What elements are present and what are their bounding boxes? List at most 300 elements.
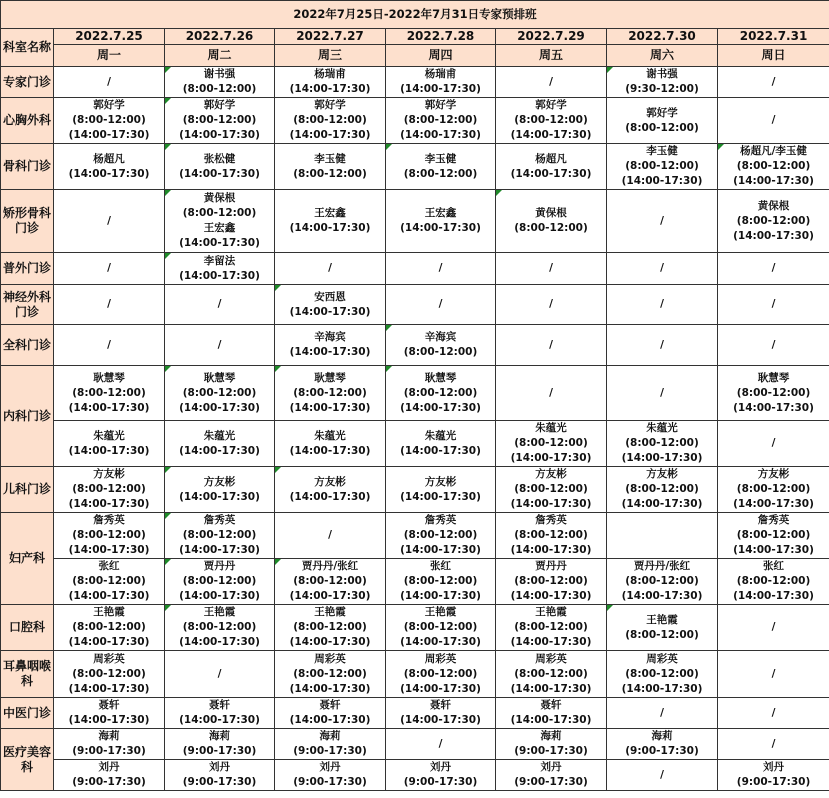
schedule-cell [718, 190, 829, 253]
schedule-line: / [771, 298, 776, 310]
schedule-line: (14:00-17:30) [289, 401, 371, 414]
schedule-cell [607, 698, 718, 729]
schedule-line: (8:00-12:00) [403, 621, 478, 633]
schedule-line: (8:00-12:00) [514, 437, 588, 449]
schedule-cell [386, 467, 496, 513]
schedule-cell [718, 144, 829, 190]
schedule-line: (14:00-17:30) [400, 544, 481, 556]
schedule-cell [496, 559, 607, 605]
schedule-line: 王宏鑫 [424, 207, 457, 219]
schedule-line: 王宏鑫 [203, 222, 236, 234]
schedule-line: 杨瑞甫 [424, 68, 457, 80]
schedule-line: (14:00-17:30) [68, 590, 150, 602]
department-name: 全科门诊 [1, 325, 54, 366]
schedule-line: 周彩英 [424, 652, 457, 665]
schedule-cell [386, 67, 496, 98]
department-name: 医疗美容科 [1, 729, 54, 791]
schedule-line: (8:00-12:00) [293, 114, 367, 126]
schedule-line: 詹秀英 [203, 514, 236, 526]
schedule-line: 詹秀英 [424, 514, 457, 526]
schedule-line: (14:00-17:30) [400, 83, 481, 95]
schedule-line: (14:00-17:30) [179, 269, 260, 282]
department-name: 专家门诊 [1, 67, 54, 98]
schedule-cell [496, 190, 607, 253]
schedule-line: 耿慧琴 [314, 371, 346, 384]
schedule-line: 方友彬 [424, 475, 457, 488]
schedule-cell [496, 513, 607, 559]
schedule-line: 张红 [430, 560, 451, 572]
schedule-line: 周彩英 [93, 652, 125, 665]
schedule-line: / [549, 298, 553, 310]
schedule-line: (8:00-12:00) [182, 529, 257, 541]
schedule-line: (14:00-17:30) [400, 714, 481, 726]
schedule-cell [275, 698, 386, 729]
schedule-cell [607, 67, 718, 98]
schedule-line: 郭好学 [535, 99, 567, 111]
schedule-cell [165, 513, 275, 559]
schedule-row [1, 144, 829, 190]
schedule-line: (8:00-12:00) [72, 483, 146, 495]
schedule-line: 贾丹丹/张红 [301, 560, 359, 572]
schedule-line: 张松健 [203, 152, 236, 165]
schedule-line: (8:00-12:00) [182, 83, 257, 95]
schedule-cell [275, 366, 386, 421]
schedule-cell [275, 98, 386, 144]
schedule-cell [496, 467, 607, 513]
schedule-line: (14:00-17:30) [179, 129, 260, 141]
dept-header: 科室名称 [1, 29, 54, 67]
schedule-line: 朱蕴光 [646, 422, 678, 434]
schedule-line: / [217, 667, 222, 680]
schedule-line: 贾丹丹 [535, 560, 567, 572]
schedule-line: (14:00-17:30) [733, 544, 814, 556]
schedule-line: (8:00-12:00) [293, 167, 367, 180]
schedule-line: (14:00-17:30) [733, 175, 814, 187]
weekday-header: 周五 [496, 45, 607, 67]
schedule-line: 方友彬 [203, 475, 236, 488]
schedule-cell [275, 325, 386, 366]
weekday-header: 周三 [275, 45, 386, 67]
schedule-cell [386, 760, 496, 791]
schedule-cell [165, 421, 275, 467]
schedule-line: 谢书强 [203, 68, 236, 80]
schedule-line: 刘丹 [763, 761, 785, 773]
schedule-line: 海莉 [540, 730, 562, 742]
schedule-line: (14:00-17:30) [400, 636, 481, 648]
schedule-cell [718, 729, 829, 760]
schedule-line: (14:00-17:30) [179, 237, 260, 249]
schedule-cell [718, 366, 829, 421]
schedule-line: 聂轩 [98, 699, 120, 711]
schedule-line: (14:00-17:30) [179, 167, 260, 180]
schedule-cell [496, 366, 607, 421]
schedule-cell [496, 285, 607, 325]
schedule-line: 辛海宾 [424, 331, 457, 343]
schedule-cell [718, 651, 829, 698]
date-header: 2022.7.30 [607, 29, 718, 45]
schedule-line: / [660, 214, 664, 227]
schedule-cell [496, 325, 607, 366]
schedule-line: (8:00-12:00) [72, 667, 146, 680]
schedule-line: (14:00-17:30) [510, 167, 592, 180]
schedule-row [1, 285, 829, 325]
schedule-line: (14:00-17:30) [621, 175, 703, 187]
schedule-line: (14:00-17:30) [68, 444, 150, 457]
schedule-cell [496, 729, 607, 760]
schedule-line: (8:00-12:00) [182, 114, 257, 126]
date-header: 2022.7.26 [165, 29, 275, 45]
schedule-cell [54, 190, 165, 253]
schedule-cell [718, 67, 829, 98]
schedule-cell [496, 144, 607, 190]
schedule-cell [386, 421, 496, 467]
schedule-cell [275, 729, 386, 760]
schedule-line: / [549, 338, 553, 351]
date-row [1, 29, 829, 45]
schedule-line: (14:00-17:30) [400, 401, 481, 414]
schedule-line: (14:00-17:30) [289, 305, 371, 318]
schedule-line: 聂轩 [540, 699, 562, 711]
schedule-line: 方友彬 [535, 468, 567, 480]
schedule-line: (9:00-17:30) [182, 745, 257, 757]
schedule-line: (8:00-12:00) [736, 575, 811, 587]
schedule-line: / [771, 437, 776, 449]
schedule-line: (14:00-17:30) [289, 490, 371, 503]
schedule-line: (8:00-12:00) [736, 214, 811, 227]
schedule-line: (8:00-12:00) [293, 621, 367, 633]
schedule-line: (14:00-17:30) [68, 636, 150, 648]
schedule-line: 杨超凡 [93, 152, 125, 165]
schedule-line: (14:00-17:30) [510, 682, 592, 695]
schedule-cell [496, 651, 607, 698]
schedule-line: (8:00-12:00) [403, 114, 478, 126]
schedule-line: (14:00-17:30) [733, 401, 814, 414]
schedule-line: 张红 [763, 560, 785, 572]
schedule-line: / [107, 214, 111, 227]
schedule-line: 王宏鑫 [314, 207, 346, 219]
schedule-line: 周彩英 [535, 652, 567, 665]
schedule-line: (14:00-17:30) [289, 444, 371, 457]
schedule-line: 王艳霞 [535, 606, 567, 618]
schedule-line: (14:00-17:30) [179, 590, 260, 602]
schedule-line: (14:00-17:30) [510, 129, 592, 141]
schedule-line: (14:00-17:30) [400, 590, 481, 602]
schedule-line: (14:00-17:30) [400, 129, 481, 141]
schedule-cell [275, 513, 386, 559]
schedule-line: 耿慧琴 [203, 371, 236, 384]
schedule-line: 李玉健 [314, 152, 346, 165]
schedule-line: 朱蕴光 [535, 422, 567, 434]
schedule-cell [607, 467, 718, 513]
schedule-line: 海莉 [209, 730, 230, 742]
schedule-body [1, 1, 829, 791]
schedule-cell [386, 325, 496, 366]
schedule-line: 朱蕴光 [93, 429, 125, 442]
schedule-cell [607, 144, 718, 190]
schedule-line: 郭好学 [424, 99, 457, 111]
schedule-line: (8:00-12:00) [403, 575, 478, 587]
schedule-line: (14:00-17:30) [289, 83, 371, 95]
weekday-header: 周六 [607, 45, 718, 67]
schedule-cell [496, 605, 607, 651]
schedule-line: / [438, 298, 443, 310]
schedule-line: / [771, 114, 776, 126]
schedule-line: 黄保根 [535, 207, 567, 219]
schedule-line: (14:00-17:30) [400, 682, 481, 695]
schedule-line: (14:00-17:30) [68, 714, 150, 726]
schedule-line: 刘丹 [319, 761, 341, 773]
schedule-line: (8:00-12:00) [182, 575, 257, 587]
schedule-line: (9:00-17:30) [514, 745, 588, 757]
schedule-line: (8:00-12:00) [514, 575, 588, 587]
schedule-line: 李留法 [203, 254, 236, 267]
schedule-cell [607, 605, 718, 651]
schedule-cell [386, 190, 496, 253]
schedule-line: (14:00-17:30) [289, 129, 371, 141]
schedule-cell [165, 253, 275, 285]
schedule-line: (8:00-12:00) [72, 114, 146, 126]
schedule-line: (8:00-12:00) [182, 621, 257, 633]
schedule-line: (14:00-17:30) [179, 490, 260, 503]
schedule-line: (8:00-12:00) [182, 386, 257, 399]
schedule-row [1, 190, 829, 253]
schedule-cell [718, 760, 829, 791]
schedule-line: (14:00-17:30) [68, 544, 150, 556]
schedule-line: (14:00-17:30) [733, 590, 814, 602]
schedule-line: (14:00-17:30) [621, 590, 703, 602]
schedule-cell [54, 285, 165, 325]
schedule-line: 郭好学 [203, 99, 236, 111]
schedule-cell [496, 421, 607, 467]
schedule-line: (9:00-17:30) [293, 776, 367, 788]
schedule-line: (8:00-12:00) [514, 529, 588, 541]
schedule-cell [165, 98, 275, 144]
schedule-line: (14:00-17:30) [400, 222, 481, 234]
schedule-cell [607, 559, 718, 605]
schedule-line: 海莉 [651, 730, 673, 742]
schedule-cell [54, 144, 165, 190]
department-name: 内科门诊 [1, 366, 54, 467]
department-name: 神经外科门诊 [1, 285, 54, 325]
schedule-line: (8:00-12:00) [72, 621, 146, 633]
date-header: 2022.7.28 [386, 29, 496, 45]
schedule-line: (14:00-17:30) [68, 682, 150, 695]
schedule-line: 李玉健 [646, 145, 678, 157]
schedule-line: 詹秀英 [535, 514, 567, 526]
schedule-line: / [438, 737, 443, 750]
schedule-line: (8:00-12:00) [403, 667, 478, 680]
schedule-cell [54, 729, 165, 760]
schedule-cell [718, 605, 829, 651]
schedule-cell [165, 190, 275, 253]
schedule-line: / [107, 262, 111, 274]
schedule-line: 张红 [98, 560, 120, 572]
schedule-row [1, 98, 829, 144]
schedule-cell [496, 760, 607, 791]
schedule-cell [165, 605, 275, 651]
schedule-line: (14:00-17:30) [289, 346, 371, 358]
schedule-cell [607, 366, 718, 421]
weekday-row [1, 45, 829, 67]
schedule-cell [496, 98, 607, 144]
department-name: 普外门诊 [1, 253, 54, 285]
schedule-line: (14:00-17:30) [289, 714, 371, 726]
schedule-line: 杨超凡 [535, 152, 567, 165]
schedule-line: 詹秀英 [757, 514, 790, 526]
schedule-cell [607, 190, 718, 253]
schedule-line: 郭好学 [646, 106, 678, 119]
department-name: 心胸外科 [1, 98, 54, 144]
schedule-line: 聂轩 [209, 699, 230, 711]
schedule-line: / [771, 621, 776, 633]
schedule-line: (14:00-17:30) [289, 222, 371, 234]
schedule-cell [718, 698, 829, 729]
schedule-line: 王艳霞 [93, 606, 125, 618]
schedule-line: 耿慧琴 [93, 371, 125, 384]
schedule-cell [275, 605, 386, 651]
schedule-line: (8:00-12:00) [625, 437, 699, 449]
schedule-line: (8:00-12:00) [514, 114, 588, 126]
date-header: 2022.7.25 [54, 29, 165, 45]
schedule-line: 黄保根 [757, 199, 790, 212]
schedule-cell [165, 144, 275, 190]
schedule-line: (8:00-12:00) [72, 386, 146, 399]
schedule-cell [386, 366, 496, 421]
schedule-cell [54, 67, 165, 98]
schedule-line: (14:00-17:30) [179, 444, 260, 457]
department-name: 儿科门诊 [1, 467, 54, 513]
schedule-line: 贾丹丹 [203, 560, 236, 572]
schedule-line: (8:00-12:00) [403, 386, 478, 399]
schedule-line: / [217, 298, 222, 310]
schedule-title: 2022年7月25日-2022年7月31日专家预排班 [1, 1, 829, 29]
schedule-line: (14:00-17:30) [289, 590, 371, 602]
schedule-line: / [660, 386, 664, 399]
schedule-cell [496, 67, 607, 98]
schedule-line: 耿慧琴 [424, 371, 457, 384]
schedule-line: (14:00-17:30) [68, 401, 150, 414]
schedule-row [1, 513, 829, 559]
schedule-cell [275, 253, 386, 285]
schedule-line: 海莉 [319, 730, 341, 742]
schedule-row [1, 729, 829, 760]
schedule-cell [718, 421, 829, 467]
schedule-cell [386, 651, 496, 698]
schedule-line: 朱蕴光 [424, 429, 457, 442]
schedule-cell [275, 559, 386, 605]
schedule-row [1, 325, 829, 366]
schedule-line: / [328, 262, 332, 274]
schedule-line: 詹秀英 [93, 514, 125, 526]
schedule-cell [718, 513, 829, 559]
schedule-line: (8:00-12:00) [625, 483, 699, 495]
schedule-line: 王艳霞 [424, 606, 457, 618]
schedule-cell [54, 366, 165, 421]
department-name: 矫形骨科门诊 [1, 190, 54, 253]
schedule-cell [165, 760, 275, 791]
department-name: 耳鼻咽喉科 [1, 651, 54, 698]
schedule-line: (8:00-12:00) [403, 529, 478, 541]
schedule-line: (14:00-17:30) [510, 636, 592, 648]
schedule-line: (9:00-17:30) [625, 745, 699, 757]
schedule-line: 海莉 [98, 730, 120, 742]
schedule-line: (8:00-12:00) [625, 667, 699, 680]
schedule-line: (14:00-17:30) [400, 444, 481, 457]
schedule-line: / [660, 768, 664, 781]
schedule-cell [607, 285, 718, 325]
schedule-row [1, 467, 829, 513]
schedule-line: / [771, 667, 776, 680]
schedule-line: (9:00-17:30) [182, 776, 257, 788]
schedule-line: 王艳霞 [314, 606, 346, 618]
schedule-line: (9:00-17:30) [403, 776, 478, 788]
schedule-row [1, 605, 829, 651]
schedule-line: (14:00-17:30) [510, 498, 592, 510]
schedule-line: 辛海宾 [314, 331, 346, 343]
schedule-cell [386, 144, 496, 190]
schedule-cell [386, 98, 496, 144]
schedule-line: 安西恩 [314, 290, 346, 303]
schedule-line: 黄保根 [203, 192, 236, 204]
schedule-line: 周彩英 [646, 652, 678, 665]
schedule-cell [607, 513, 718, 559]
date-header: 2022.7.29 [496, 29, 607, 45]
schedule-row [1, 698, 829, 729]
schedule-line: 王艳霞 [646, 613, 678, 626]
schedule-cell [165, 729, 275, 760]
schedule-line: (14:00-17:30) [289, 636, 371, 648]
title-row [1, 1, 829, 29]
schedule-cell [54, 513, 165, 559]
schedule-line: 郭好学 [93, 99, 125, 111]
schedule-line: (8:00-12:00) [625, 575, 699, 587]
schedule-row [1, 421, 829, 467]
schedule-line: / [549, 262, 553, 274]
schedule-row [1, 760, 829, 791]
schedule-line: / [549, 75, 553, 88]
schedule-cell [54, 559, 165, 605]
schedule-line: (14:00-17:30) [510, 544, 592, 556]
schedule-line: (14:00-17:30) [68, 129, 150, 141]
schedule-line: (8:00-12:00) [514, 667, 588, 680]
schedule-line: 郭好学 [314, 99, 346, 111]
weekday-header: 周二 [165, 45, 275, 67]
schedule-cell [607, 729, 718, 760]
schedule-cell [54, 98, 165, 144]
schedule-line: / [328, 529, 332, 541]
schedule-line: (8:00-12:00) [625, 121, 699, 134]
department-name: 骨科门诊 [1, 144, 54, 190]
schedule-line: 聂轩 [430, 699, 451, 711]
schedule-line: 方友彬 [757, 468, 790, 480]
schedule-line: / [771, 75, 776, 88]
schedule-cell [54, 421, 165, 467]
schedule-line: (8:00-12:00) [736, 483, 811, 495]
schedule-row [1, 67, 829, 98]
schedule-line: (8:00-12:00) [736, 529, 811, 541]
schedule-cell [165, 467, 275, 513]
schedule-cell [275, 467, 386, 513]
schedule-line: / [438, 262, 443, 274]
schedule-line: (9:30-12:00) [625, 83, 699, 95]
schedule-line: (8:00-12:00) [625, 160, 699, 172]
schedule-line: 耿慧琴 [757, 371, 790, 384]
schedule-line: 杨瑞甫 [314, 68, 346, 80]
schedule-cell [386, 559, 496, 605]
schedule-line: (8:00-12:00) [293, 575, 367, 587]
schedule-line: 谢书强 [646, 68, 678, 80]
schedule-line: 王艳霞 [203, 606, 236, 618]
